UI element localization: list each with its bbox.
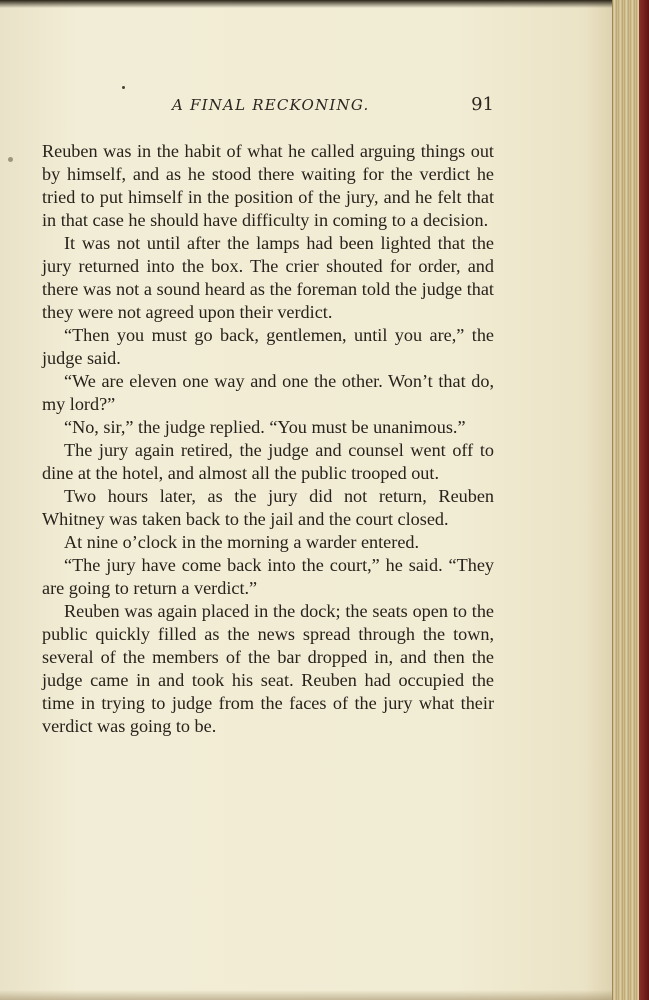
paragraph: Reuben was again placed in the dock; the seats open to the public quickly filled as the news spread through the town, several of the members of the bar dropped in, and then the judge came in and took his seat. Reuben had occupied the time in trying to judge from the faces of the jury what their verdict was going to be. <box>42 601 494 736</box>
bottom-shadow <box>0 990 613 1000</box>
paragraph: “We are eleven one way and one the other. Won’t that do, my lord?” <box>42 371 494 414</box>
paragraph: The jury again retired, the judge and counsel went off to dine at the hotel, and almost all the public trooped out. <box>42 440 494 483</box>
paragraph: At nine o’clock in the morning a warder entered. <box>64 532 420 552</box>
paragraph: It was not until after the lamps had been lighted that the jury returned into the box. The crier shouted for order, and there was not a sound heard as the foreman told the judge that they were not agreed upon their verdict. <box>42 233 494 322</box>
page-edges <box>612 0 649 1000</box>
page-header <box>42 92 494 120</box>
page-number: 91 <box>471 94 494 115</box>
paragraph: “No, sir,” the judge replied. “You must be unanimous.” <box>64 417 466 437</box>
ink-speck <box>122 86 125 89</box>
paragraph: Reuben was in the habit of what he called arguing things out by himself, and as he stood there waiting for the verdict he tried to put himself in the position of the jury, and he felt that in that case he should have difficulty in coming to a decision. <box>42 141 494 230</box>
paragraph: “The jury have come back into the court,” he said. “They are going to return a verdict.” <box>42 555 494 598</box>
running-head: A FINAL RECKONING. <box>172 96 370 114</box>
paragraph: Two hours later, as the jury did not return, Reuben Whitney was taken back to the jail and the court closed. <box>42 486 494 529</box>
body-text <box>42 140 494 738</box>
ink-speck <box>8 157 13 162</box>
top-shadow <box>0 0 613 8</box>
paragraph: “Then you must go back, gentlemen, until you are,” the judge said. <box>42 325 494 368</box>
